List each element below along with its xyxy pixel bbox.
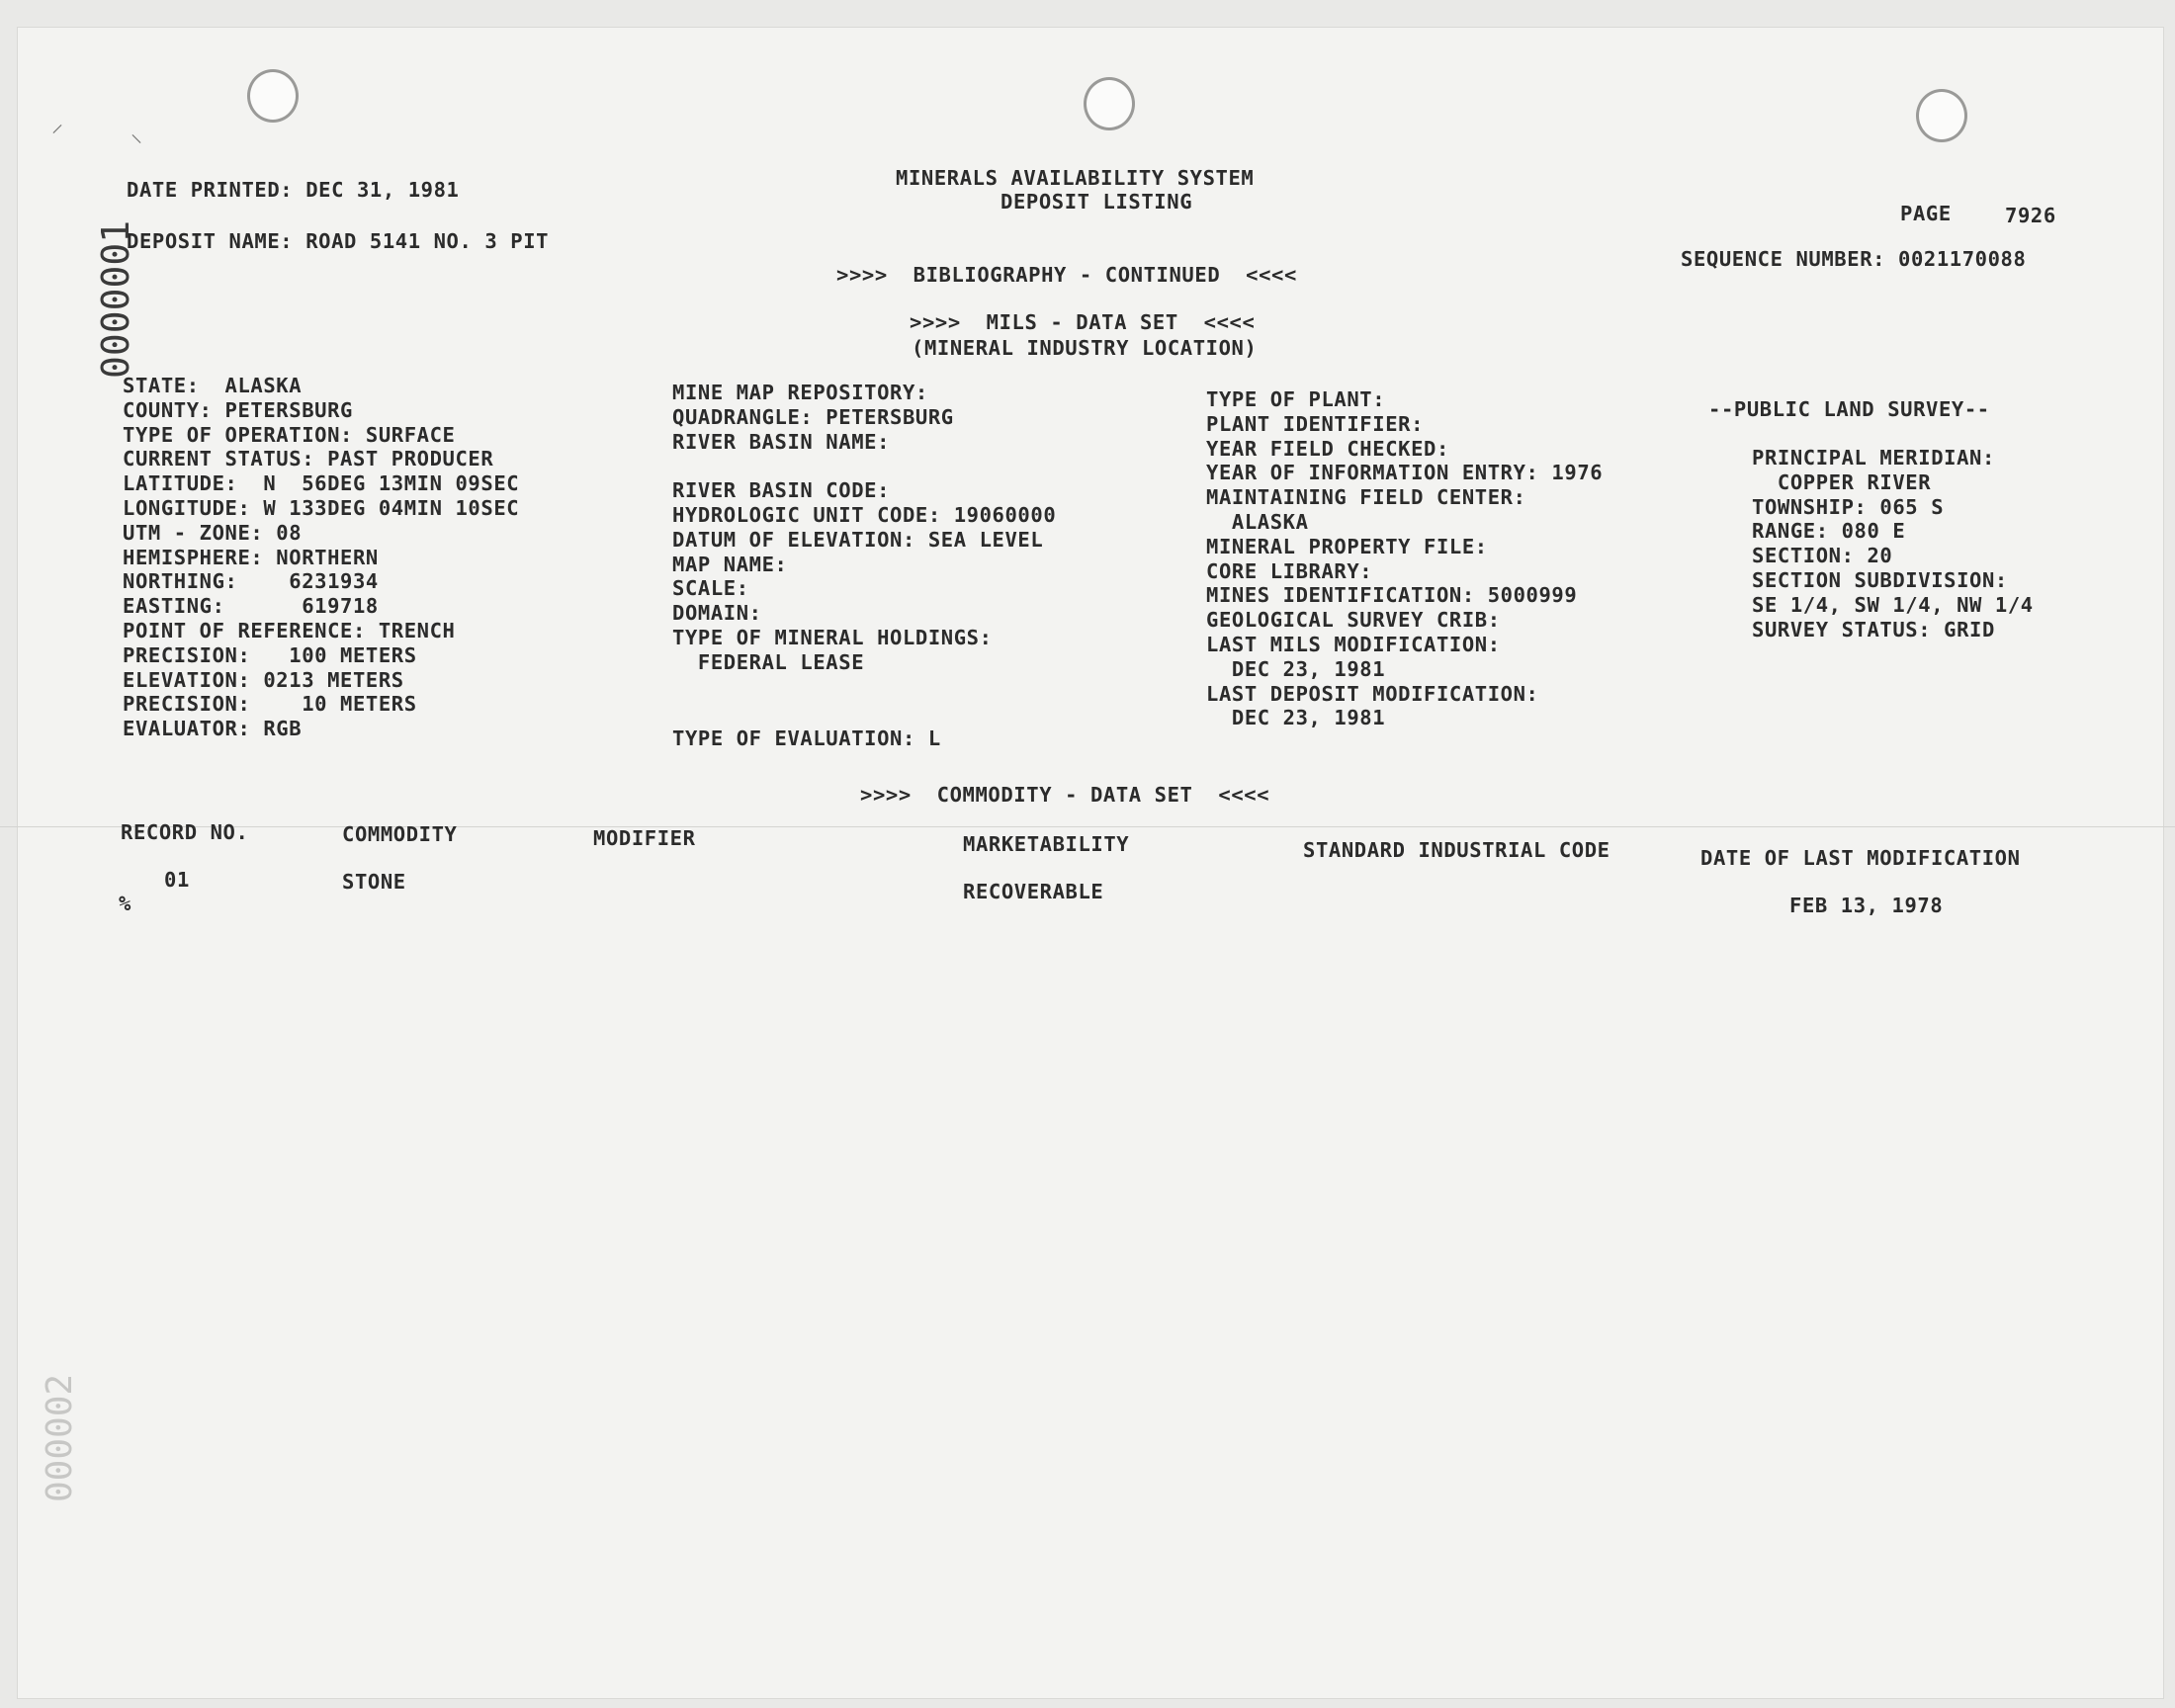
sequence-number: SEQUENCE NUMBER: 0021170088 <box>1681 247 2027 271</box>
system-title: MINERALS AVAILABILITY SYSTEM <box>896 166 1255 190</box>
col2-line: TYPE OF MINERAL HOLDINGS: <box>672 625 993 649</box>
row-commodity: STONE <box>342 870 406 894</box>
punch-hole-right <box>1916 89 1967 142</box>
col2-line <box>672 454 1056 478</box>
header-sic: STANDARD INDUSTRIAL CODE <box>1303 838 1610 862</box>
listing-title: DEPOSIT LISTING <box>1000 190 1193 214</box>
col2-line: MAP NAME: <box>672 552 788 576</box>
header-modifier: MODIFIER <box>593 826 696 850</box>
col3-line: PLANT IDENTIFIER: <box>1206 411 1425 436</box>
row-marketability: RECOVERABLE <box>963 880 1104 903</box>
col2-line: QUADRANGLE: PETERSBURG <box>672 404 954 429</box>
col4-line: SE 1/4, SW 1/4, NW 1/4 <box>1752 592 2034 617</box>
col3-line: MAINTAINING FIELD CENTER: <box>1206 485 1526 510</box>
col1-line: UTM - ZONE: 08 <box>123 520 303 545</box>
col2-line: MINE MAP REPOSITORY: <box>672 381 928 404</box>
page-number: 7926 <box>2005 204 2056 227</box>
col2-line: RIVER BASIN CODE: <box>672 478 891 503</box>
col1-line: PRECISION: 10 METERS <box>123 692 417 717</box>
col1-line: CURRENT STATUS: PAST PRODUCER <box>123 447 494 471</box>
bibliography-header: >>>> BIBLIOGRAPHY - CONTINUED <<<< <box>836 263 1297 287</box>
commodity-header: >>>> COMMODITY - DATA SET <<<< <box>860 783 1270 807</box>
col2-line: DOMAIN: <box>672 601 762 626</box>
col1-line: EVALUATOR: RGB <box>123 717 303 741</box>
col1-line: TYPE OF OPERATION: SURFACE <box>123 422 456 447</box>
col3-line: LAST DEPOSIT MODIFICATION: <box>1206 681 1539 706</box>
col2-line: SCALE: <box>672 576 749 601</box>
col1-line: EASTING: 619718 <box>123 594 379 619</box>
col1-line: HEMISPHERE: NORTHERN <box>123 545 379 569</box>
date-printed: DATE PRINTED: DEC 31, 1981 <box>127 178 460 202</box>
header-marketability: MARKETABILITY <box>963 832 1130 856</box>
col4-line: TOWNSHIP: 065 S <box>1752 494 1945 519</box>
plant-column <box>1206 387 1603 730</box>
public-land-survey-title: --PUBLIC LAND SURVEY-- <box>1708 397 1990 421</box>
col4-line: SURVEY STATUS: GRID <box>1752 617 1995 641</box>
col4-line: COPPER RIVER <box>1752 470 1932 494</box>
col1-line: POINT OF REFERENCE: TRENCH <box>123 618 456 642</box>
col3-line: DEC 23, 1981 <box>1206 706 1386 730</box>
punch-hole-left <box>247 69 299 123</box>
deposit-name: DEPOSIT NAME: ROAD 5141 NO. 3 PIT <box>127 229 550 253</box>
col4-line: PRINCIPAL MERIDIAN: <box>1752 446 1995 470</box>
page-label: PAGE <box>1900 202 1952 225</box>
col3-line: DEC 23, 1981 <box>1206 656 1386 681</box>
col1-line: COUNTY: PETERSBURG <box>123 397 353 422</box>
faded-bates-stamp: 000002 <box>40 1373 80 1503</box>
row-record-no: 01 <box>164 868 190 892</box>
land-survey-column <box>1752 446 2034 641</box>
col1-line: NORTHING: 6231934 <box>123 569 379 594</box>
bates-stamp: 0000001 <box>94 219 137 380</box>
row-date: FEB 13, 1978 <box>1789 894 1944 917</box>
col3-line: ALASKA <box>1206 509 1309 534</box>
smudge-mark: ⸜ <box>130 120 142 147</box>
col1-line: PRECISION: 100 METERS <box>123 642 417 667</box>
col3-line: MINES IDENTIFICATION: 5000999 <box>1206 583 1578 608</box>
col1-line: LATITUDE: N 56DEG 13MIN 09SEC <box>123 471 520 496</box>
col2-line: HYDROLOGIC UNIT CODE: 19060000 <box>672 502 1057 527</box>
col3-line: MINERAL PROPERTY FILE: <box>1206 534 1488 558</box>
col2-line: FEDERAL LEASE <box>672 649 865 674</box>
col3-line: GEOLOGICAL SURVEY CRIB: <box>1206 608 1501 633</box>
header-record-no: RECORD NO. <box>121 820 249 844</box>
col4-line: SECTION: 20 <box>1752 544 1893 568</box>
col4-line: RANGE: 080 E <box>1752 519 1906 544</box>
punch-hole-center <box>1084 77 1135 130</box>
end-mark: % <box>119 892 131 915</box>
header-commodity: COMMODITY <box>342 822 458 846</box>
col1-line: STATE: ALASKA <box>123 374 303 397</box>
col1-line: ELEVATION: 0213 METERS <box>123 667 404 692</box>
page-fold-line <box>0 826 2175 827</box>
mils-header: >>>> MILS - DATA SET <<<< <box>910 310 1256 334</box>
header-date-last-mod: DATE OF LAST MODIFICATION <box>1700 846 2021 870</box>
col3-line: TYPE OF PLANT: <box>1206 387 1386 411</box>
map-column <box>672 381 1056 675</box>
col2-line: DATUM OF ELEVATION: SEA LEVEL <box>672 527 1044 552</box>
col3-line: YEAR OF INFORMATION ENTRY: 1976 <box>1206 461 1604 485</box>
col4-line: SECTION SUBDIVISION: <box>1752 567 2008 592</box>
col3-line: CORE LIBRARY: <box>1206 558 1373 583</box>
location-column <box>123 374 519 741</box>
col3-line: LAST MILS MODIFICATION: <box>1206 632 1501 656</box>
mils-subheader: (MINERAL INDUSTRY LOCATION) <box>912 336 1258 360</box>
col1-line: LONGITUDE: W 133DEG 04MIN 10SEC <box>123 495 520 520</box>
type-of-evaluation: TYPE OF EVALUATION: L <box>672 726 941 750</box>
col3-line: YEAR FIELD CHECKED: <box>1206 436 1449 461</box>
smudge-mark: ⸝ <box>51 110 63 137</box>
col2-line: RIVER BASIN NAME: <box>672 429 891 454</box>
